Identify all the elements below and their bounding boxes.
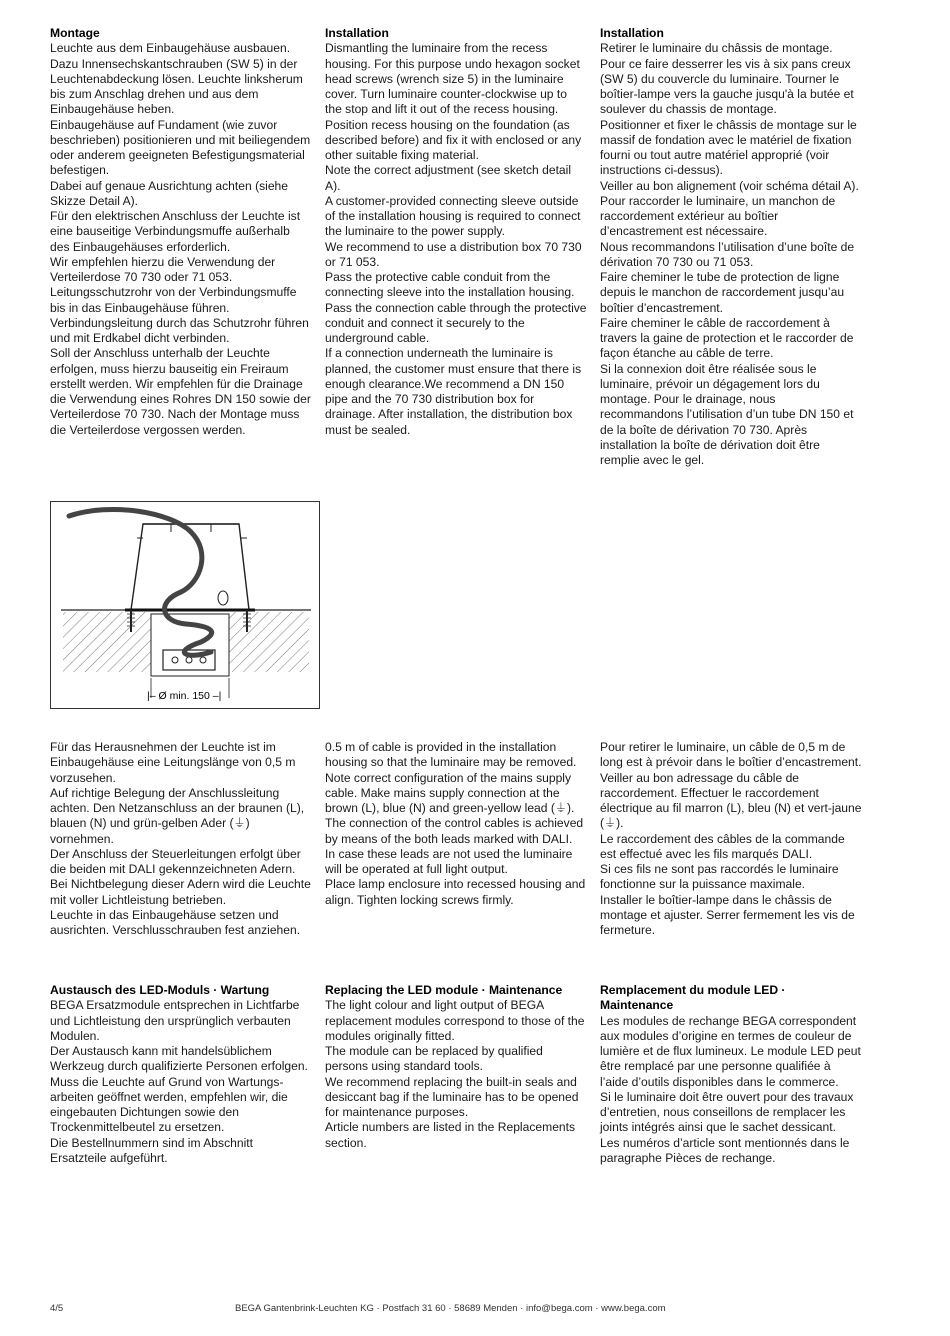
- installation-en: [325, 26, 587, 438]
- body-text: Leuchte aus dem Einbaugehäuse ausbauen. Dazu Innensechskantschrauben (SW 5) in der Leuchtenabdeckung lösen. Leuchte linksherum bis zum Anschlag drehen und aus dem Einbaugehäuse heben. Einbaugehäuse auf Fundament (wie zuvor beschrieben) positionieren und mit beiliegendem oder anderem geeigneten Befestigungsmaterial befestigen. Dabei auf genaue Ausrichtung achten (siehe Skizze Detail A). Für den elektrischen Anschluss der Leuchte ist eine bauseitige Verbindungsmuffe außerhalb des Einbaugehäuses erforderlich. Wir empfehlen hierzu die Verwendung der Verteilerdose 70 730 oder 71 053. Leitungsschutzrohr von der Verbindungsmuffe bis in das Einbaugehäuse führen. Verbindungsleitung durch das Schutzrohr führen und mit Erdkabel dicht verbinden. Soll der Anschluss unterhalb der Leuchte erfolgen, muss hierzu bauseitig ein Freiraum erstellt werden. Wir empfehlen für die Drainage die Verwendung eines Rohres DN 150 sowie der Verteilerdose 70 730. Nach der Montage muss die Verteilerdose vergossen werden.: [50, 41, 311, 437]
- body-text: Les modules de rechange BEGA correspondent aux modules d’origine en termes de couleur de lumière et de flux lumineux. Le module LED peut être remplacé par une personne qualifiée à l’aide d’outils disponibles dans le commerce. Si le luminaire doit être ouvert pour des travaux d’entretien, nous conseillons de remplacer les joints intégrés ainsi que le sachet dessicant. Les numéros d’article sont mentionnés dans le paragraphe Pièces de rechange.: [600, 1013, 861, 1165]
- body-text: Pour retirer le luminaire, un câble de 0,5 m de long est à prévoir dans le boîtier d’encastrement. Veiller au bon adressage du câble de raccordement. Effectuer le raccordement électrique au fil marron (L), bleu (N) et vert-jaune (⏚). Le raccordement des câbles de la commande est effectué avec les fils marqués DALI. Si ces fils ne sont pas raccordés le luminaire fonctionne sur la puissance maximale. Installer le boîtier-lampe dans le châssis de montage et ajuster. Serrer fermement les vis de fermeture.: [600, 740, 862, 937]
- installation-sketch: [50, 501, 320, 709]
- body-text: 0.5 m of cable is provided in the installation housing so that the luminaire may be removed. Note correct configuration of the mains supply cable. Make mains supply connection at the brown (L), blue (N) and green-yellow lead (⏚). The connection of the control cables is achieved by means of the both leads marked with DALI. In case these leads are not used the luminaire will be operated at full light output. Place lamp enclosure into recessed housing and align. Tighten locking screws firmly.: [325, 740, 586, 907]
- maintenance-fr: [600, 983, 862, 1166]
- connection-en: [325, 740, 587, 908]
- soil-left: [63, 612, 151, 672]
- maintenance-en: [325, 983, 587, 1151]
- body-text: Retirer le luminaire du châssis de montage. Pour ce faire desserrer les vis à six pans creux (SW 5) du couvercle du luminaire. Tourner le boîtier-lampe vers la gauche jusqu'à la butée et soulever du chassis de montage. Positionner et fixer le châssis de montage sur le massif de fondation avec le matériel de fixation fourni ou tout autre matériel approprié (voir instructions ci-dessus). Veiller au bon alignement (voir schéma détail A). Pour raccorder le luminaire, un manchon de raccordement extérieur au boîtier d’encastrement est nécessaire. Nous recommandons l’utilisation d’une boîte de dérivation 70 730 ou 71 053. Faire cheminer le tube de protection de ligne depuis le manchon de raccordement jusqu’au boîtier d’encastrement. Faire cheminer le câble de raccordement à travers la gaine de protection et le raccorder de façon étanche au câble de terre. Si la connexion doit être réalisée sous le luminaire, prévoir un dégagement lors du montage. Pour le drainage, nous recommandons l’utilisation d’un tube DN 150 et de la boîte de dérivation 70 730. Après installation la boîte de dérivation doit être remplie avec le gel.: [600, 41, 859, 467]
- connection-fr: [600, 740, 862, 938]
- dimension-label: |– Ø min. 150 –|: [147, 690, 222, 702]
- heading: Montage: [50, 26, 100, 40]
- heading: Replacing the LED module · Maintenance: [325, 983, 563, 997]
- recess-housing: [131, 524, 249, 610]
- body-text: The light colour and light output of BEGA replacement modules correspond to those of the modules originally fitted. The module can be replaced by qualified persons using standard tools. We recommend replacing the built-in seals and desiccant bag if the luminaire has to be opened for maintenance purposes. Article numbers are listed in the Replacements section.: [325, 998, 585, 1150]
- body-text: BEGA Ersatzmodule entsprechen in Lichtfarbe und Lichtleistung den ursprünglich verbauten Modulen. Der Austausch kann mit handelsüblichem Werkzeug durch qualifizierte Personen erfolgen. Muss die Leuchte auf Grund von Wartungs-arbeiten geöffnet werden, empfehlen wir, die eingebauten Dichtungen sowie den Trockenmittelbeutel zu ersetzen. Die Bestellnummern sind im Abschnitt Ersatzteile aufgeführt.: [50, 998, 308, 1165]
- soil-right: [229, 612, 309, 672]
- heading: Remplacement du module LED · Maintenance: [600, 983, 786, 1013]
- page-number: 4/5: [50, 1303, 64, 1314]
- montage-de: [50, 26, 312, 438]
- connection-de: [50, 740, 312, 938]
- cable-gland: [218, 591, 228, 605]
- body-text: Für das Herausnehmen der Leuchte ist im Einbaugehäuse eine Leitungslänge von 0,5 m vorzusehen. Auf richtige Belegung der Anschlussleitung achten. Den Netzanschluss an der braunen (L), blauen (N) und grün-gelben Ader (⏚) vornehmen. Der Anschluss der Steuerleitungen erfolgt über die beiden mit DALI gekennzeichneten Adern. Bei Nichtbelegung dieser Adern wird die Leuchte mit voller Lichtleistung betrieben. Leuchte in das Einbaugehäuse setzen und ausrichten. Verschlusschrauben fest anziehen.: [50, 740, 311, 937]
- installation-fr: [600, 26, 862, 468]
- footer-address: BEGA Gantenbrink-Leuchten KG · Postfach 31 60 · 58689 Menden · info@bega.com · www.bega.com: [235, 1303, 666, 1314]
- sketch-drawing: [51, 502, 321, 710]
- heading: Installation: [600, 26, 664, 40]
- maintenance-de: [50, 983, 312, 1166]
- heading: Installation: [325, 26, 389, 40]
- body-text: Dismantling the luminaire from the recess housing. For this purpose undo hexagon socket head screws (wrench size 5) in the luminaire cover. Turn luminaire counter-clockwise up to the stop and lift it out of the recess housing. Position recess housing on the foundation (as described before) and fix it with enclosed or any other suitable fixing material. Note the correct adjustment (see sketch detail A). A customer-provided connecting sleeve outside of the installation housing is required to connect the luminaire to the power supply. We recommend to use a distribution box 70 730 or 71 053. Pass the protective cable conduit from the connecting sleeve into the installation housing. Pass the connection cable through the protective conduit and connect it securely to the underground cable. If a connection underneath the luminaire is planned, the customer must ensure that there is enough clearance.We recommend a DN 150 pipe and the 70 730 distribution box for drainage. After installation, the distribution box must be sealed.: [325, 41, 587, 437]
- heading: Austausch des LED-Moduls · Wartung: [50, 983, 270, 997]
